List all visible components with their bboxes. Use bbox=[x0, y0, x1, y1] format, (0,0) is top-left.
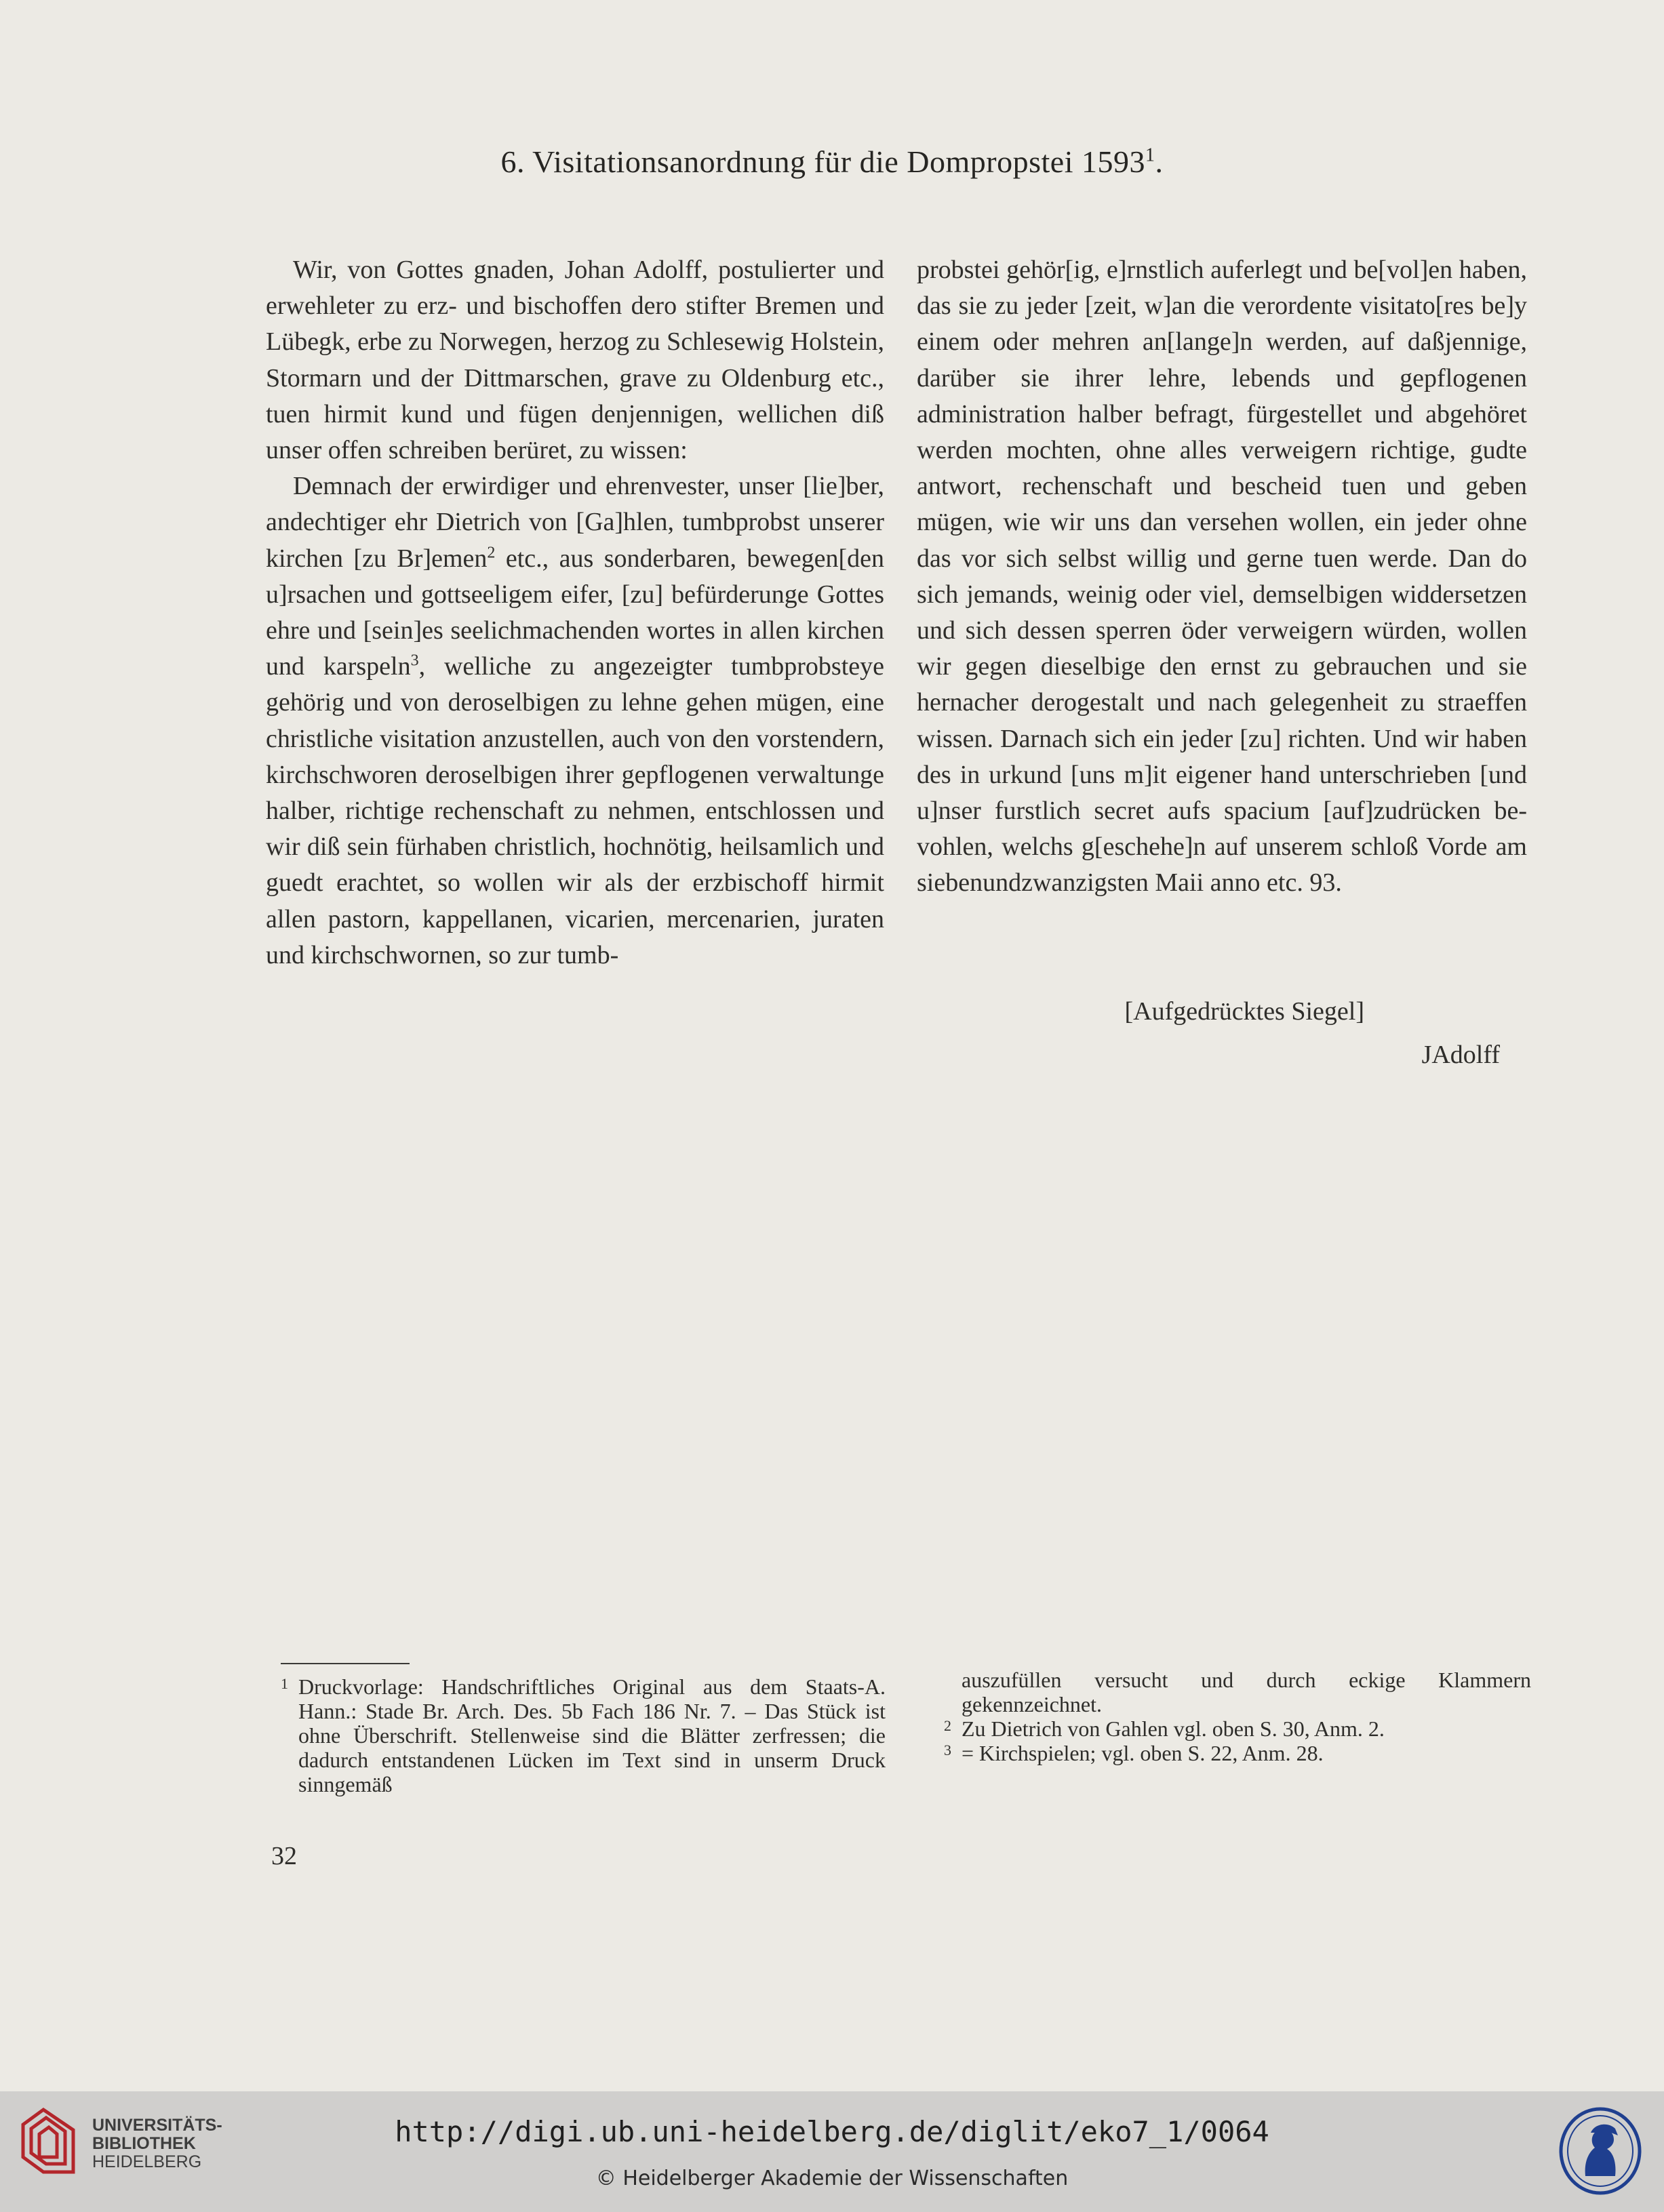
seal-note: [Aufgedrücktes Siegel] bbox=[1124, 997, 1364, 1026]
footnote-ref-3: 3 bbox=[410, 651, 419, 670]
footnote-3-marker: 3 bbox=[944, 1742, 951, 1758]
paragraph-demnach: Demnach der erwirdiger und ehrenvester, unser [lie]ber, andechtiger ehr Dietrich von [Ga]hlen, tumbprobst unserer kirchen [zu Br]emen$^2$ etc., aus sonderbaren, bewegen[den u]rsachen und gottseeligem eifer, [zu] befürderunge Gottes ehre und [sein]es seelichmachenden wortes in allen kirchen und karspeln$^3$, welliche zu angezeigter tumbprobsteye gehörig und von deroselbigen zu lehne gehen mügen, eine christliche visitation anzustellen, auch von den vorstendern, kirchschworen deroselbigen ihrer gepflogenen verwaltunge halber, richtige rechenschaft zu nehmen, entschlossen und wir diß sein fürhaben christlich, hochnötig, heilsamlich und guedt erachtet, so wollen wir als der erzbischoff hirmit allen pastorn, kappellanen, vicarien, mercenarien, juraten und kirchschwornen, so zur tumb- bbox=[266, 472, 885, 969]
title-text: 6. Visitationsanordnung für die Dompropstei 1593 bbox=[500, 144, 1145, 179]
footnotes-left bbox=[281, 1674, 886, 1796]
footnote-3-text: = Kirchspielen; vgl. oben S. 22, Anm. 28. bbox=[962, 1741, 1324, 1765]
page-title: 6. Visitationsanordnung für die Dompropstei 1593$^1$. bbox=[500, 144, 1164, 179]
footnote-divider bbox=[281, 1663, 410, 1664]
library-name-line-3: HEIDELBERG bbox=[92, 2152, 202, 2171]
permalink-url[interactable]: http://digi.ub.uni-heidelberg.de/diglit/eko7_1/0064 bbox=[395, 2115, 1269, 2148]
footnote-3 bbox=[944, 1741, 1531, 1765]
library-name-line-2: BIBLIOTHEK bbox=[92, 2134, 196, 2153]
footnote-ref-2: 2 bbox=[487, 543, 496, 561]
footnote-1-continuation: auszufüllen versucht und durch eckige Klammern gekennzeichnet. bbox=[962, 1668, 1531, 1716]
left-text-column bbox=[266, 252, 884, 973]
title-footnote-ref: 1 bbox=[1145, 144, 1155, 166]
footnote-2-text: Zu Dietrich von Gahlen vgl. oben S. 30, Anm. 2. bbox=[962, 1716, 1385, 1741]
page-number: 32 bbox=[271, 1842, 297, 1870]
viewer-footer bbox=[0, 2091, 1664, 2212]
footnote-1 bbox=[281, 1674, 886, 1796]
footnote-1-text: Druckvorlage: Handschriftliches Original aus dem Staats-A. Hann.: Stade Br. Arch. Des. 5b Fach 186 Nr. 7. – Das Stück ist ohne Überschrift. Stellenweise sind die Blätter zerfressen; die dadurch entstandenen Lücken im Text sind in unserm Druck sinngemäß bbox=[298, 1674, 886, 1796]
paragraph-continuation: probstei gehör[ig, e]rnstlich auferlegt und be[vol]en haben, das sie zu jeder [zeit, w]an die verordente visitato[res be]y einem oder mehren an[lange]n werden, auf daßjennige, darüber sie ihrer lehre, lebends und gepflogenen administration halber befragt, fürgestellet und abgehöret werden mochten, ohne alles verweigern richtige, gudte antwort, rechenschaft und bescheid tuen und geben mügen, wie wir uns dan versehen wollen, ein jeder ohne das vor sich selbst willig und gerne tuen werde. Dan do sich jemands, weinig oder viel, demselbigen widdersetzen und sich dessen sperren öder verweigern würden, wollen wir gegen dieselbige den ernst zu gebrauchen und sie hernacher derogestalt und nach gelegenheit zu straeffen wissen. Darnach sich ein jeder [zu] richten. Und wir haben des in urkund [uns m]it eigener hand unterschrieben [und u]nser furstlich secret aufs spacium [auf]zudrücken bevohlen, welchs g[eschehe]n auf unserem schloß Vorde am siebenundzwanzigsten Maii anno etc. 93. bbox=[917, 256, 1527, 898]
footnote-2 bbox=[944, 1716, 1531, 1741]
right-text-column bbox=[917, 252, 1527, 902]
signature: JAdolff bbox=[1421, 1041, 1500, 1069]
academy-seal-icon[interactable] bbox=[1557, 2106, 1644, 2196]
footnotes-right bbox=[944, 1668, 1531, 1765]
footnote-1-marker: 1 bbox=[281, 1675, 288, 1692]
footnote-1-continued bbox=[944, 1668, 1531, 1716]
copyright-notice: © Heidelberger Akademie der Wissenschaften bbox=[595, 2167, 1069, 2190]
library-name-line-1: UNIVERSITÄTS- bbox=[92, 2116, 222, 2135]
paragraph-intro: Wir, von Gottes gnaden, Johan Adolff, postulierter und erwehleter zu erz- und bischoffen dero stifter Bremen und Lübegk, erbe zu Norwegen, herzog zu Schlesewig Holstein, Stormarn und der Dittmarschen, grave zu Oldenburg etc., tuen hirmit kund und fügen denjennigen, wellichen diß unser offen schreiben berüret, zu wissen: bbox=[266, 256, 884, 465]
footnote-2-marker: 2 bbox=[944, 1717, 951, 1734]
